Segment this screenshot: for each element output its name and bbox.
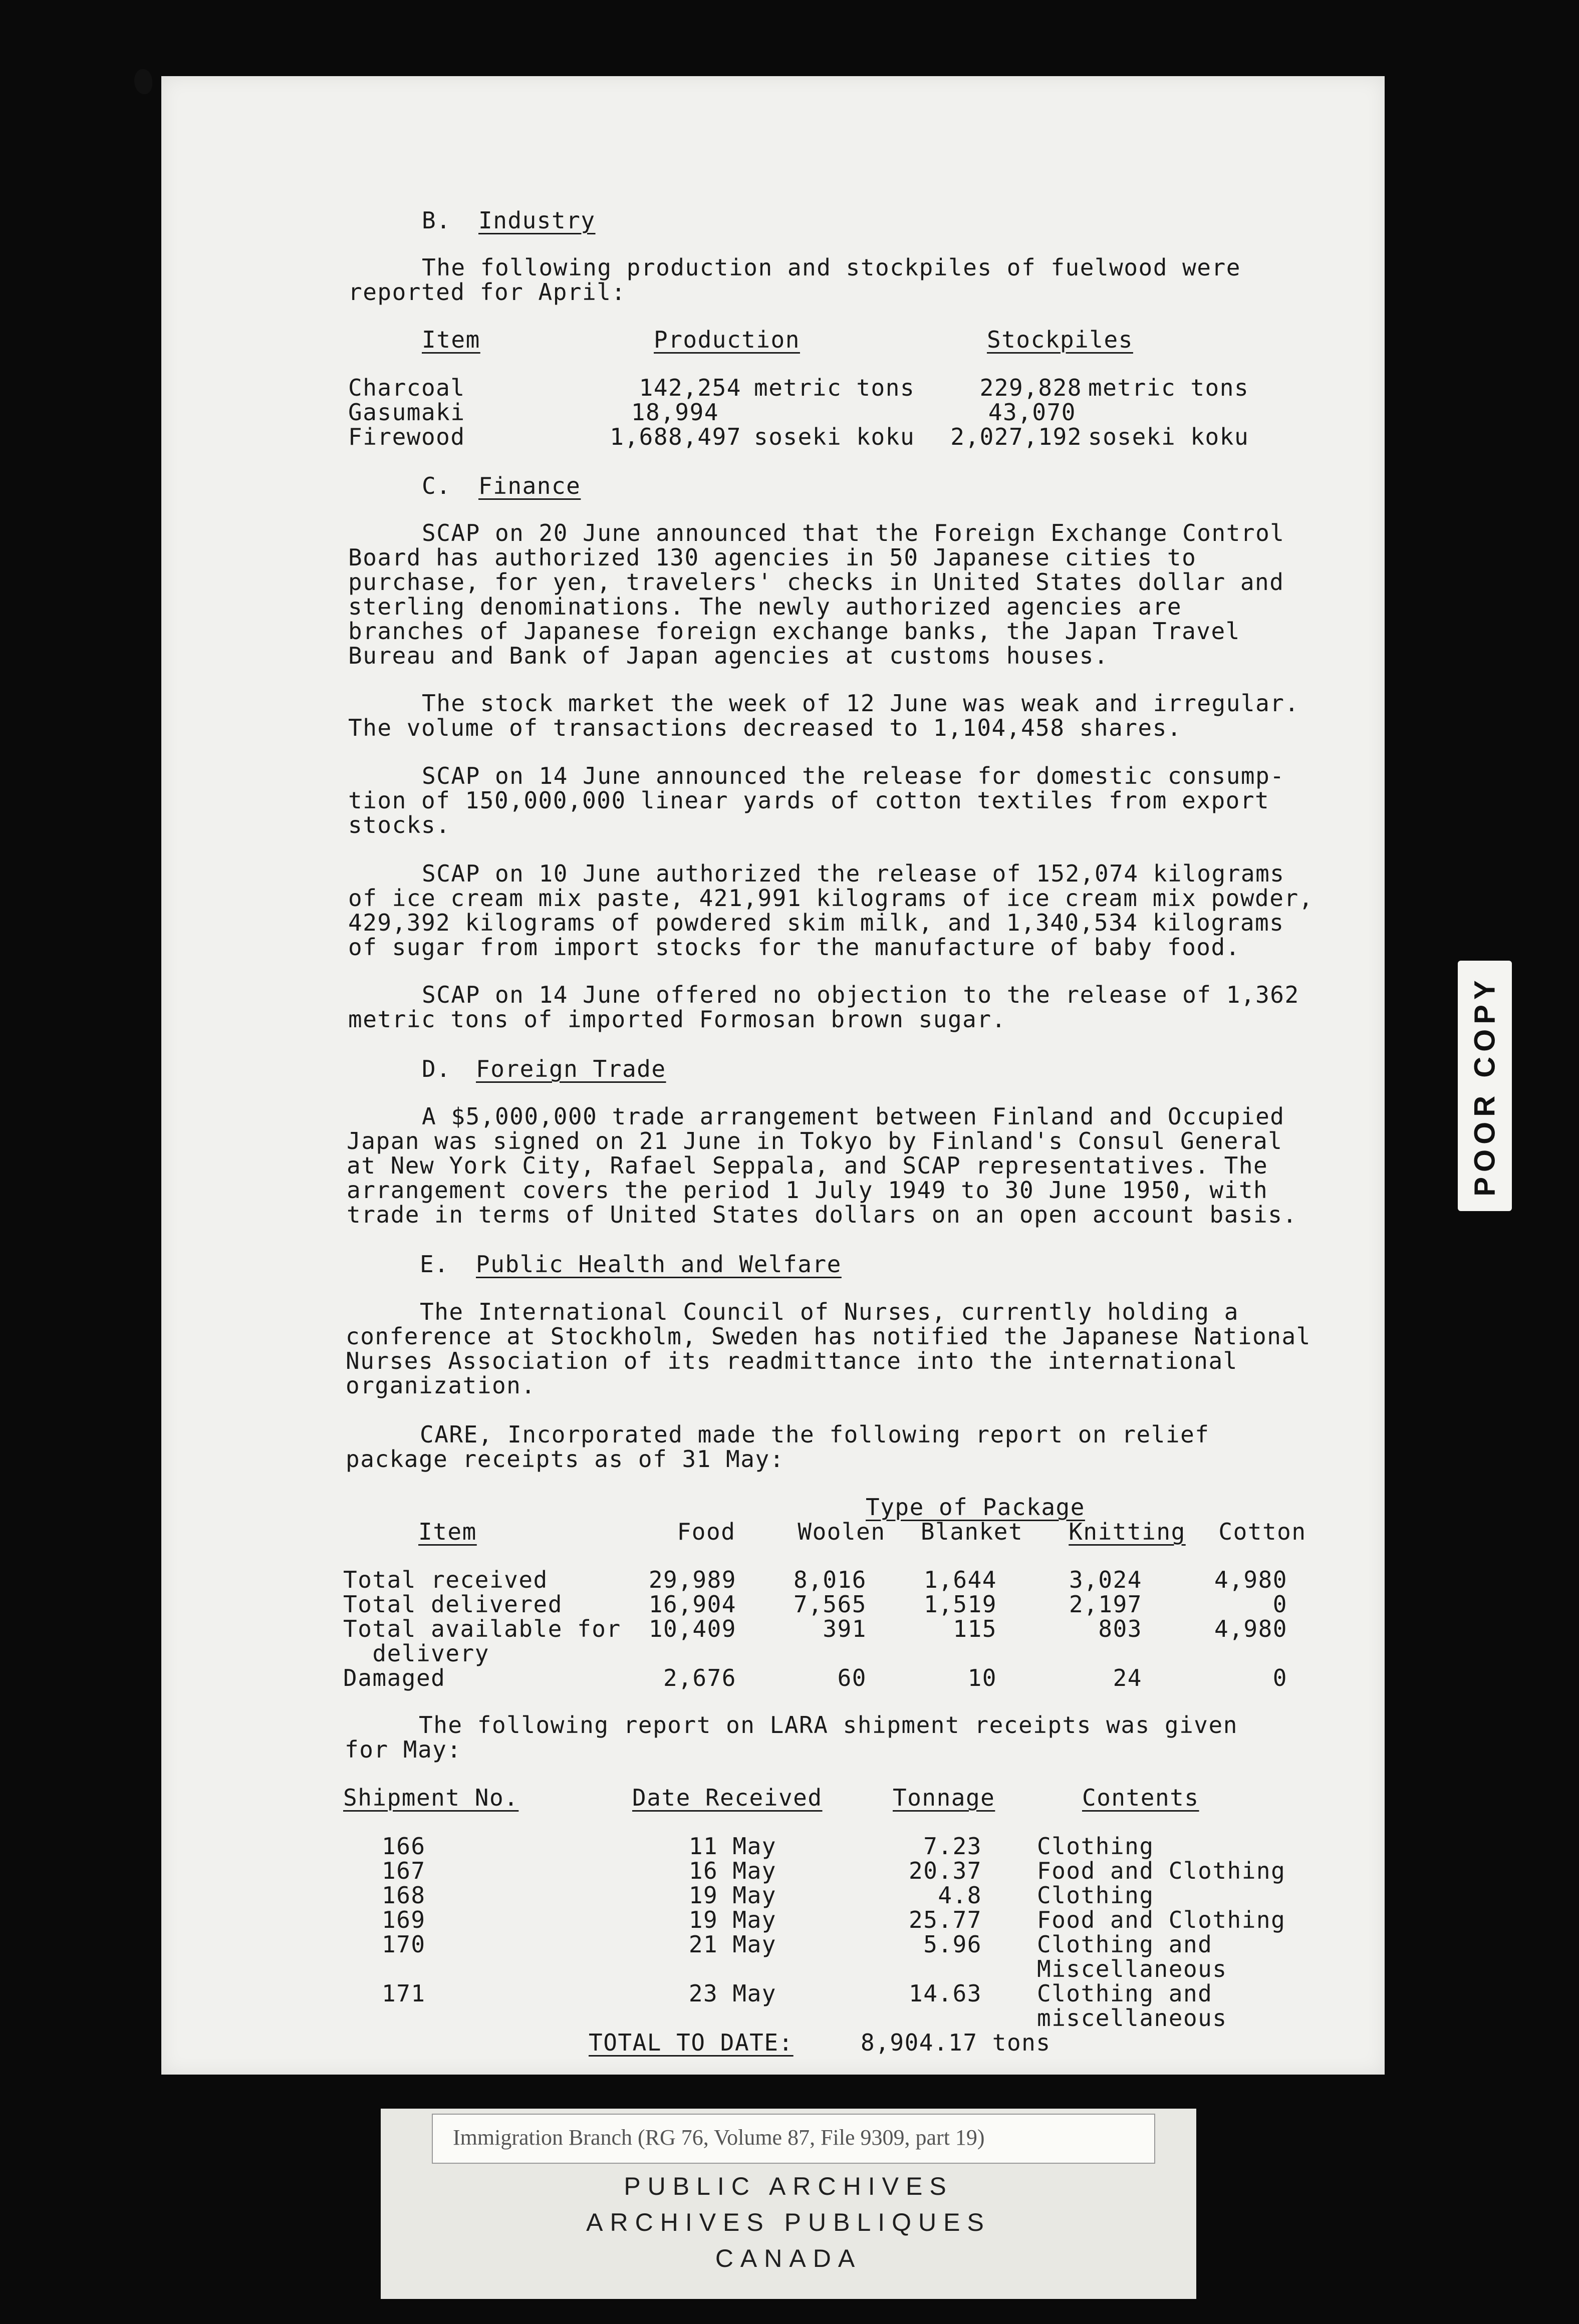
finance-paragraph: The stock market the week of 12 June was weak and irregular. The volume of transactions decreased to 1,104,458 shares. [348,690,1299,741]
industry-row-stockpiles: 43,070 [988,399,1076,426]
lara-cell-contents: Clothing [1037,1833,1154,1860]
lara-cell-date: 16 May [688,1857,776,1884]
care-cell-cotton: 0 [1272,1664,1287,1691]
finance-paragraph: SCAP on 14 June announced the release for domestic consump- tion of 150,000,000 linear yards of cotton textiles from export stocks. [348,762,1285,838]
ink-blot [134,69,152,94]
archive-label-text: Immigration Branch (RG 76, Volume 87, File 9309, part 19) [453,2125,985,2150]
finance-paragraph: SCAP on 20 June announced that the Foreign Exchange Control Board has authorized 130 agencies in 50 Japanese cities to purchase, for yen, travelers' checks in United States dollar and sterling denominations. The newly authorized agencies are branches of Japanese foreign exchange banks, the Japan Travel Bureau and Bank of Japan agencies at customs houses. [348,519,1285,669]
lara-cell-date: 23 May [688,1980,776,2007]
industry-row-production-unit: metric tons [754,374,915,401]
lara-cell-shipment-no: 167 [382,1857,426,1884]
lara-cell-date: 11 May [688,1833,776,1860]
poor-copy-text: POOR COPY [1468,975,1501,1197]
industry-row-item: Charcoal [348,374,465,401]
care-row-item: Total available for delivery [343,1615,621,1667]
care-header-blanket: Blanket [920,1518,1023,1545]
lara-cell-contents: Clothing [1037,1882,1154,1909]
section-heading-foreign-trade: Foreign Trade [476,1055,666,1082]
lara-cell-shipment-no: 170 [382,1931,426,1958]
care-cell-knitting: 2,197 [1069,1591,1142,1618]
care-group-header: Type of Package [866,1494,1085,1521]
lara-cell-shipment-no: 168 [382,1882,426,1909]
industry-header-item: Item [422,326,480,353]
section-letter-e: E. [420,1251,449,1278]
lara-cell-date: 19 May [688,1882,776,1909]
industry-row-production: 142,254 [639,374,741,401]
care-header-item: Item [418,1518,477,1545]
archive-line-2: ARCHIVES PUBLIQUES [586,2208,991,2236]
care-header-woolen: Woolen [798,1518,886,1545]
lara-cell-contents: Clothing and Miscellaneous [1037,1931,1227,1982]
care-cell-woolen: 8,016 [794,1566,867,1593]
finance-paragraph: SCAP on 14 June offered no objection to the release of 1,362 metric tons of imported Formosan brown sugar. [348,981,1299,1033]
lara-cell-tonnage: 25.77 [909,1906,982,1933]
care-cell-knitting: 3,024 [1069,1566,1142,1593]
industry-row-stockpiles-unit: metric tons [1088,374,1249,401]
care-cell-woolen: 7,565 [794,1591,867,1618]
care-cell-blanket: 1,519 [924,1591,997,1618]
care-cell-food: 16,904 [648,1591,736,1618]
lara-cell-shipment-no: 169 [382,1906,426,1933]
archive-label-slip [432,2114,1155,2164]
lara-intro-paragraph: The following report on LARA shipment receipts was given for May: [345,1711,1238,1763]
lara-header-date: Date Received [632,1784,823,1811]
care-cell-blanket: 115 [953,1615,997,1642]
care-cell-cotton: 4,980 [1214,1615,1287,1642]
care-cell-knitting: 24 [1113,1664,1142,1691]
industry-row-stockpiles-unit: soseki koku [1088,423,1249,450]
lara-cell-date: 21 May [688,1931,776,1958]
lara-cell-tonnage: 5.96 [923,1931,982,1958]
care-cell-woolen: 60 [837,1664,867,1691]
archive-line-1: PUBLIC ARCHIVES [624,2172,953,2200]
lara-header-tonnage: Tonnage [893,1784,995,1811]
lara-cell-tonnage: 14.63 [909,1980,982,2007]
care-row-item: Total delivered [343,1591,563,1618]
lara-cell-contents: Food and Clothing [1037,1906,1286,1933]
industry-row-stockpiles: 2,027,192 [950,423,1082,450]
lara-total-value: 8,904.17 tons [861,2029,1051,2056]
lara-cell-contents: Clothing and miscellaneous [1037,1980,1227,2031]
industry-header-production: Production [654,326,800,353]
lara-cell-shipment-no: 171 [382,1980,426,2007]
care-cell-blanket: 1,644 [924,1566,997,1593]
industry-intro-line2: reported for April: [348,278,626,306]
care-cell-cotton: 0 [1272,1591,1287,1618]
industry-intro-line1: The following production and stockpiles of fuelwood were [422,254,1241,281]
finance-paragraph: SCAP on 10 June authorized the release of 152,074 kilograms of ice cream mix paste, 421,991 kilograms of ice cream mix powder, 429,392 kilograms of powdered skim milk, and 1,340,534 kilograms of sugar from import stocks for the manufacture of baby food. [348,860,1313,961]
section-heading-finance: Finance [478,472,581,499]
industry-row-stockpiles: 229,828 [979,374,1082,401]
care-cell-food: 29,989 [648,1566,736,1593]
care-cell-knitting: 803 [1098,1615,1142,1642]
industry-header-stockpiles: Stockpiles [987,326,1133,353]
lara-total-label: TOTAL TO DATE: [589,2029,794,2056]
health-paragraph: The International Council of Nurses, currently holding a conference at Stockholm, Sweden has notified the Japanese National Nurses Association of its readmittance into the international organization. [346,1298,1311,1399]
poor-copy-tag [1458,961,1512,1211]
lara-cell-tonnage: 7.23 [923,1833,982,1860]
care-cell-blanket: 10 [967,1664,997,1691]
care-header-food: Food [677,1518,736,1545]
care-cell-food: 10,409 [648,1615,736,1642]
care-header-cotton: Cotton [1218,1518,1306,1545]
section-heading-industry: Industry [478,207,596,234]
industry-row-item: Gasumaki [348,399,465,426]
industry-row-production-unit: soseki koku [754,423,915,450]
section-letter-c: C. [422,472,451,499]
lara-cell-shipment-no: 166 [382,1833,426,1860]
care-cell-cotton: 4,980 [1214,1566,1287,1593]
care-cell-woolen: 391 [823,1615,867,1642]
care-cell-food: 2,676 [663,1664,736,1691]
lara-cell-tonnage: 20.37 [909,1857,982,1884]
lara-cell-date: 19 May [688,1906,776,1933]
archive-line-3: CANADA [715,2244,862,2272]
industry-row-production: 18,994 [631,399,719,426]
care-header-knitting: Knitting [1069,1518,1186,1545]
foreign-trade-paragraph: A $5,000,000 trade arrangement between Finland and Occupied Japan was signed on 21 June in Tokyo by Finland's Consul General at New York City, Rafael Seppala, and SCAP representatives. The arrangement covers the period 1 July 1949 to 30 June 1950, with trade in terms of United States dollars on an open account basis. [347,1103,1297,1228]
section-letter-d: D. [422,1055,451,1082]
lara-header-shipment: Shipment No. [343,1784,519,1811]
care-row-item: Damaged [343,1664,446,1691]
industry-row-production: 1,688,497 [610,423,741,450]
care-row-item: Total received [343,1566,548,1593]
section-heading-public-health: Public Health and Welfare [476,1251,842,1278]
lara-header-contents: Contents [1082,1784,1199,1811]
industry-row-item: Firewood [348,423,465,450]
care-intro-paragraph: CARE, Incorporated made the following report on relief package receipts as of 31 May: [346,1421,1210,1473]
section-letter-b: B. [422,207,451,234]
lara-cell-tonnage: 4.8 [938,1882,982,1909]
lara-cell-contents: Food and Clothing [1037,1857,1286,1884]
